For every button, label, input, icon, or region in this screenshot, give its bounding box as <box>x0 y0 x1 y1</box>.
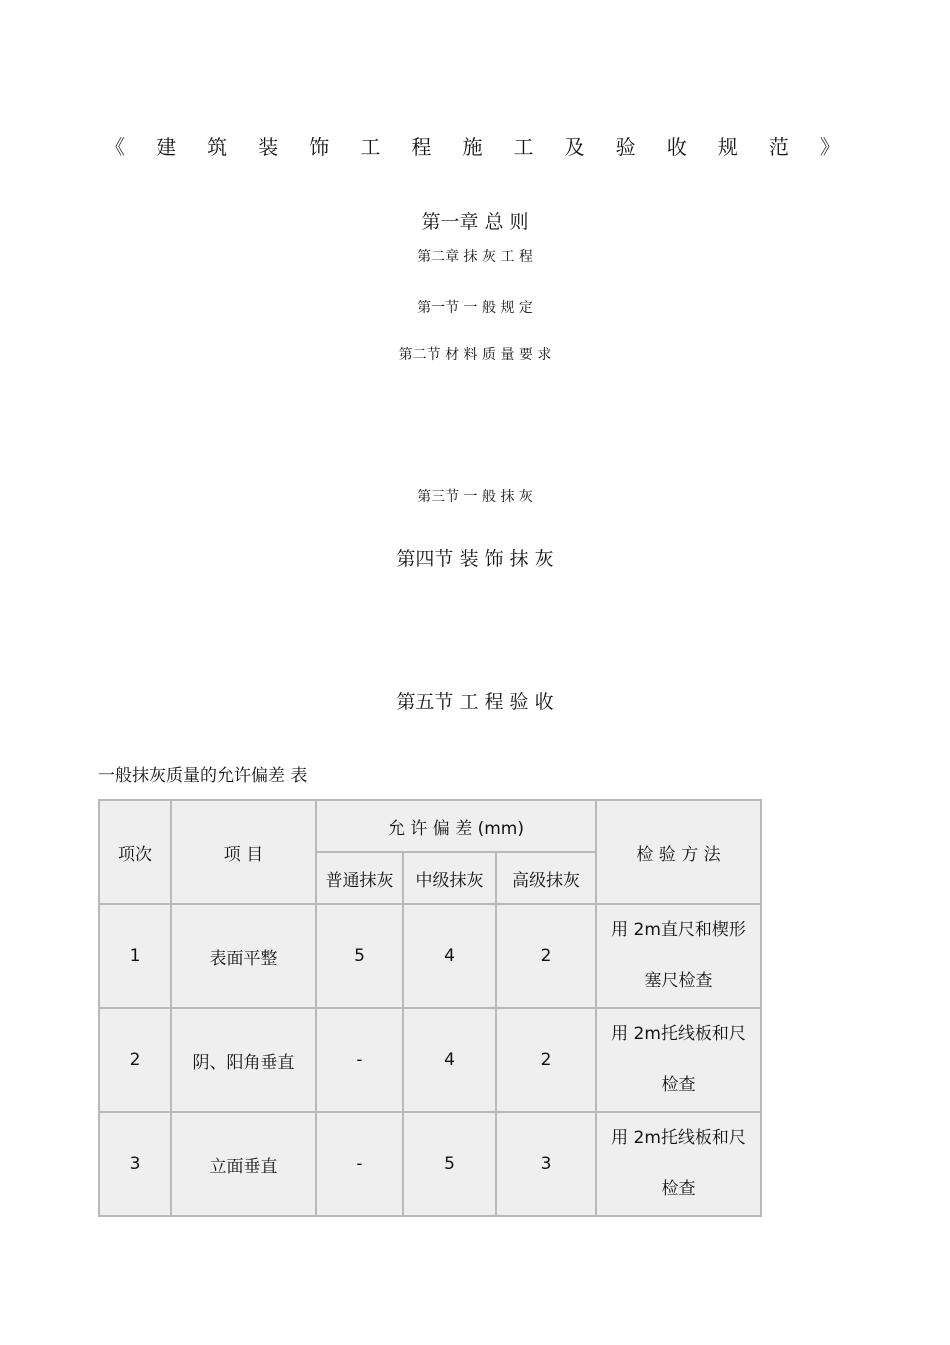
tolerance-table <box>98 799 762 1217</box>
row-normal: - <box>316 1112 403 1216</box>
title-char: 饰 <box>309 135 330 159</box>
header-index: 项次 <box>99 800 171 904</box>
title-char: 》 <box>819 135 840 159</box>
row-method-line-2: 检查 <box>661 1075 696 1095</box>
title-char: 《 <box>105 135 125 159</box>
header-method: 检 验 方 法 <box>596 800 761 904</box>
row-method <box>596 1008 761 1112</box>
row-item: 阴、阳角垂直 <box>171 1008 316 1112</box>
title-char: 筑 <box>207 135 228 159</box>
title-char: 建 <box>156 135 177 159</box>
header-tolerance: 允 许 偏 差 (mm) <box>316 800 596 852</box>
row-index: 1 <box>99 904 171 1008</box>
title-char: 及 <box>564 135 585 159</box>
header-medium: 中级抹灰 <box>403 852 496 904</box>
title-char: 工 <box>513 135 534 159</box>
section-5-heading: 第五节 工 程 验 收 <box>396 691 554 713</box>
row-method-line-1: 用 2m托线板和尺 <box>611 1024 746 1044</box>
title-char: 工 <box>360 135 381 159</box>
row-normal: - <box>316 1008 403 1112</box>
row-method <box>596 904 761 1008</box>
title-char: 程 <box>411 135 432 159</box>
document-title <box>105 134 840 160</box>
title-char: 施 <box>462 135 483 159</box>
chapter-2-heading: 第二章 抹 灰 工 程 <box>417 249 533 265</box>
table-row <box>99 1008 761 1112</box>
table-row <box>99 1112 761 1216</box>
section-4-heading: 第四节 装 饰 抹 灰 <box>396 548 554 570</box>
row-normal: 5 <box>316 904 403 1008</box>
header-item: 项 目 <box>171 800 316 904</box>
row-method-line-1: 用 2m直尺和楔形 <box>611 920 746 940</box>
row-high: 3 <box>496 1112 596 1216</box>
title-char: 范 <box>768 135 789 159</box>
row-item: 表面平整 <box>171 904 316 1008</box>
header-normal: 普通抹灰 <box>316 852 403 904</box>
title-char: 收 <box>666 135 687 159</box>
section-3-heading: 第三节 一 般 抹 灰 <box>417 489 533 505</box>
table-row <box>99 904 761 1008</box>
section-2-heading: 第二节 材 料 质 量 要 求 <box>398 347 552 363</box>
title-char: 验 <box>615 135 636 159</box>
row-method-line-2: 塞尺检查 <box>644 971 713 991</box>
section-1-heading: 第一节 一 般 规 定 <box>417 300 533 316</box>
row-medium: 4 <box>403 904 496 1008</box>
header-high: 高级抹灰 <box>496 852 596 904</box>
row-medium: 5 <box>403 1112 496 1216</box>
chapter-1-heading: 第一章 总 则 <box>421 211 529 233</box>
row-high: 2 <box>496 904 596 1008</box>
table-caption: 一般抹灰质量的允许偏差 表 <box>98 766 308 786</box>
row-method <box>596 1112 761 1216</box>
title-char: 装 <box>258 135 279 159</box>
row-medium: 4 <box>403 1008 496 1112</box>
row-item: 立面垂直 <box>171 1112 316 1216</box>
row-high: 2 <box>496 1008 596 1112</box>
row-index: 2 <box>99 1008 171 1112</box>
row-method-line-1: 用 2m托线板和尺 <box>611 1128 746 1148</box>
row-method-line-2: 检查 <box>661 1179 696 1199</box>
title-char: 规 <box>717 135 738 159</box>
row-index: 3 <box>99 1112 171 1216</box>
